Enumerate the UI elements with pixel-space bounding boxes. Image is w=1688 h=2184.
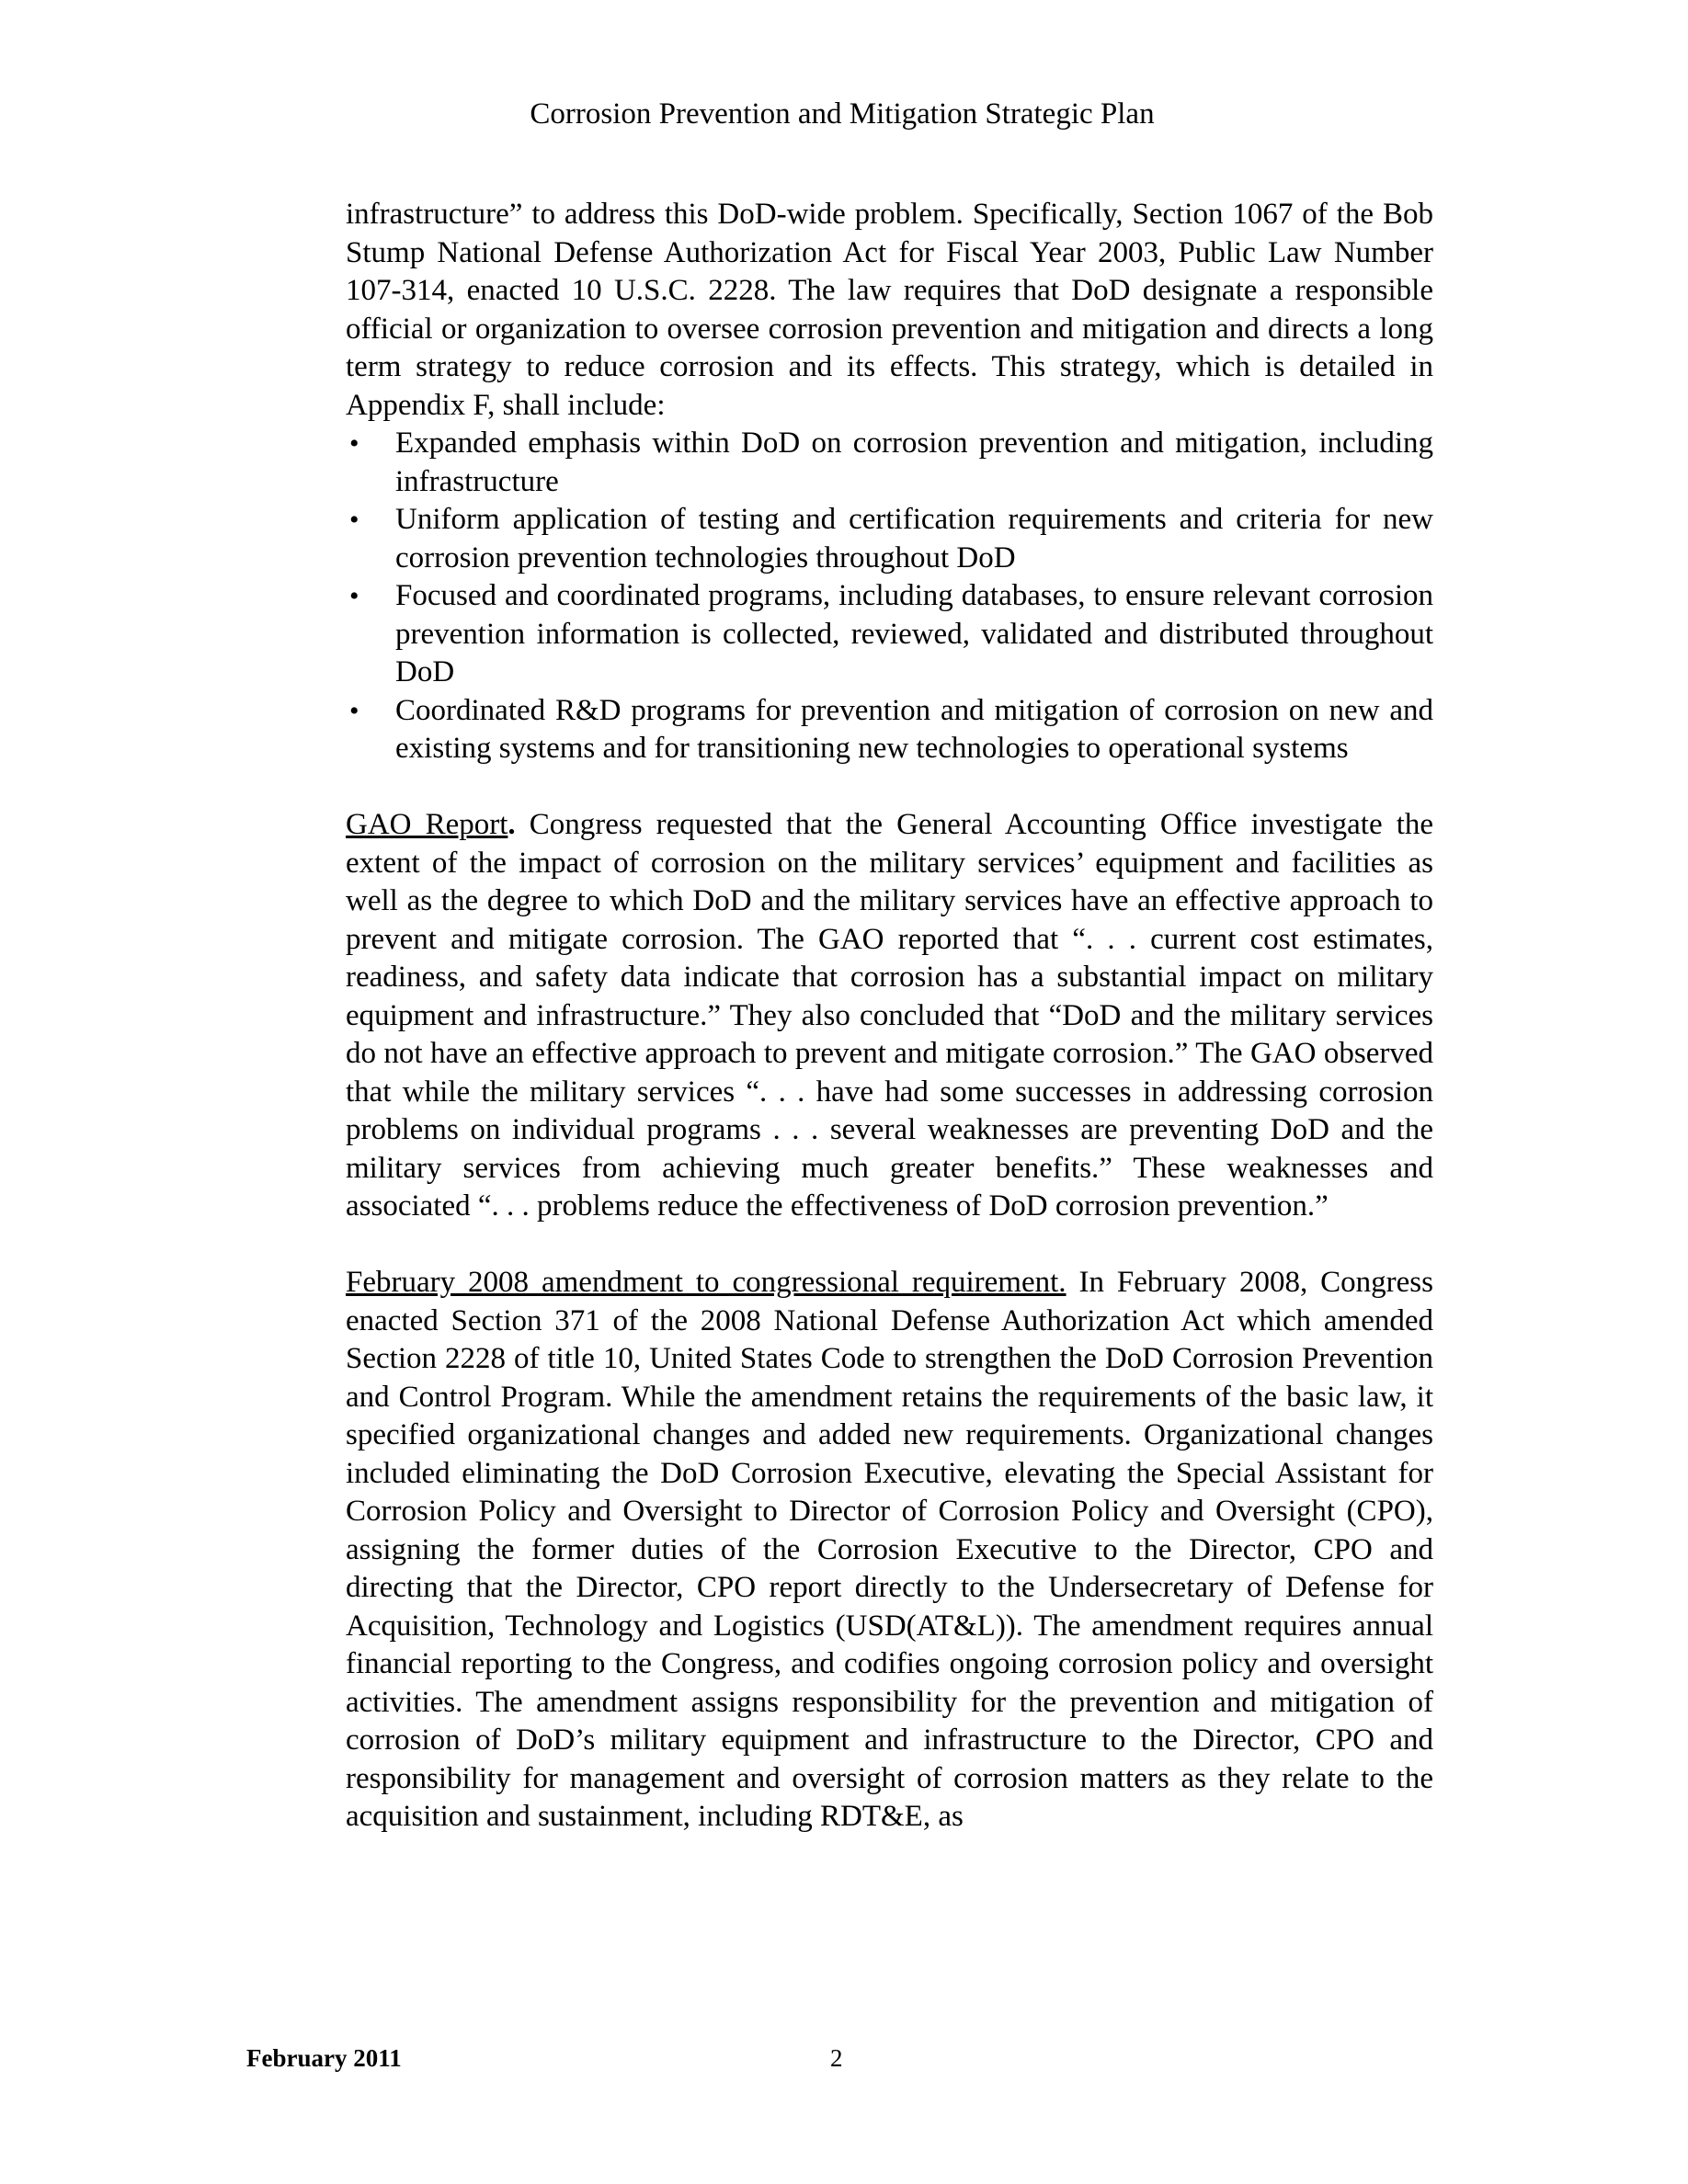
footer-page-number: 2 (830, 2044, 843, 2072)
gao-report-text: Congress requested that the General Accounting Office investigate the extent of the impact of corrosion on the military services’ equipment and facilities as well as the degree to which DoD and the military services have an effective approach to prevent and mitigate corrosion. The GAO reported that “. . . current cost estimates, readiness, and safety data indicate that corrosion has a substantial impact on military equipment and infrastructure.” They also concluded that “DoD and the military services do not have an effective approach to prevent and mitigate corrosion.” The GAO observed that while the military services “. . . have had some successes in addressing corrosion problems on individual programs . . . several weaknesses are preventing DoD and the military services from achieving much greater benefits.” These weaknesses and associated “. . . problems reduce the effectiveness of DoD corrosion prevention.” (346, 808, 1434, 1223)
bullet-text: Expanded emphasis within DoD on corrosion prevention and mitigation, including infrastructure (395, 427, 1433, 498)
bullet-dot-icon: • (349, 695, 359, 726)
footer-date: February 2011 (246, 2044, 402, 2072)
strategy-bullet-list (346, 425, 1433, 768)
amendment-text: In February 2008, Congress enacted Section 371 of the 2008 National Defense Authorization Act which amended Section 2228 of title 10, United States Code to strengthen the DoD Corrosion Prevention and Control Program. While the amendment retains the requirements of the basic law, it specified organizational changes and added new requirements. Organizational changes included eliminating the DoD Corrosion Executive, elevating the Special Assistant for Corrosion Policy and Oversight to Director of Corrosion Policy and Oversight (CPO), assigning the former duties of the Corrosion Executive to the Director, CPO and directing that the Director, CPO report directly to the Undersecretary of Defense for Acquisition, Technology and Logistics (USD(AT&L)). The amendment requires annual financial reporting to the Congress, and codifies ongoing corrosion policy and oversight activities. The amendment assigns responsibility for the prevention and mitigation of corrosion of DoD’s military equipment and infrastructure to the Director, CPO and responsibility for management and oversight of corrosion matters as they relate to the acquisition and sustainment, including RDT&E, as (346, 1266, 1433, 1833)
bullet-text: Focused and coordinated programs, including databases, to ensure relevant corrosion prevention information is collected, reviewed, validated and distributed throughout DoD (395, 579, 1433, 688)
page-header-title: Corrosion Prevention and Mitigation Strategic Plan (530, 97, 1155, 131)
amendment-heading: February 2008 amendment to congressional requirement. (346, 1266, 1066, 1299)
amendment-paragraph (346, 1264, 1433, 1837)
bullet-item-2 (346, 501, 1433, 577)
bullet-dot-icon: • (349, 505, 359, 535)
bullet-item-4 (346, 692, 1433, 768)
document-body (346, 196, 1433, 1837)
bullet-dot-icon: • (349, 428, 359, 459)
intro-paragraph: infrastructure” to address this DoD-wide problem. Specifically, Section 1067 of the Bob Stump National Defense Authorization Act for Fiscal Year 2003, Public Law Number 107-314, enacted 10 U.S.C. 2228. The law requires that DoD designate a responsible official or organization to oversee corrosion prevention and mitigation and directs a long term strategy to reduce corrosion and its effects. This strategy, which is detailed in Appendix F, shall include: (346, 198, 1433, 422)
bullet-dot-icon: • (349, 581, 359, 611)
bullet-item-1 (346, 425, 1433, 501)
bullet-item-3 (346, 577, 1433, 692)
gao-report-heading-punct: . (508, 808, 516, 841)
bullet-text: Coordinated R&D programs for prevention and mitigation of corrosion on new and existing systems and for transitioning new technologies to operational systems (395, 693, 1433, 765)
bullet-text: Uniform application of testing and certification requirements and criteria for new corrosion prevention technologies throughout DoD (395, 503, 1433, 574)
gao-report-paragraph (346, 806, 1433, 1226)
gao-report-heading: GAO Report (346, 808, 508, 841)
